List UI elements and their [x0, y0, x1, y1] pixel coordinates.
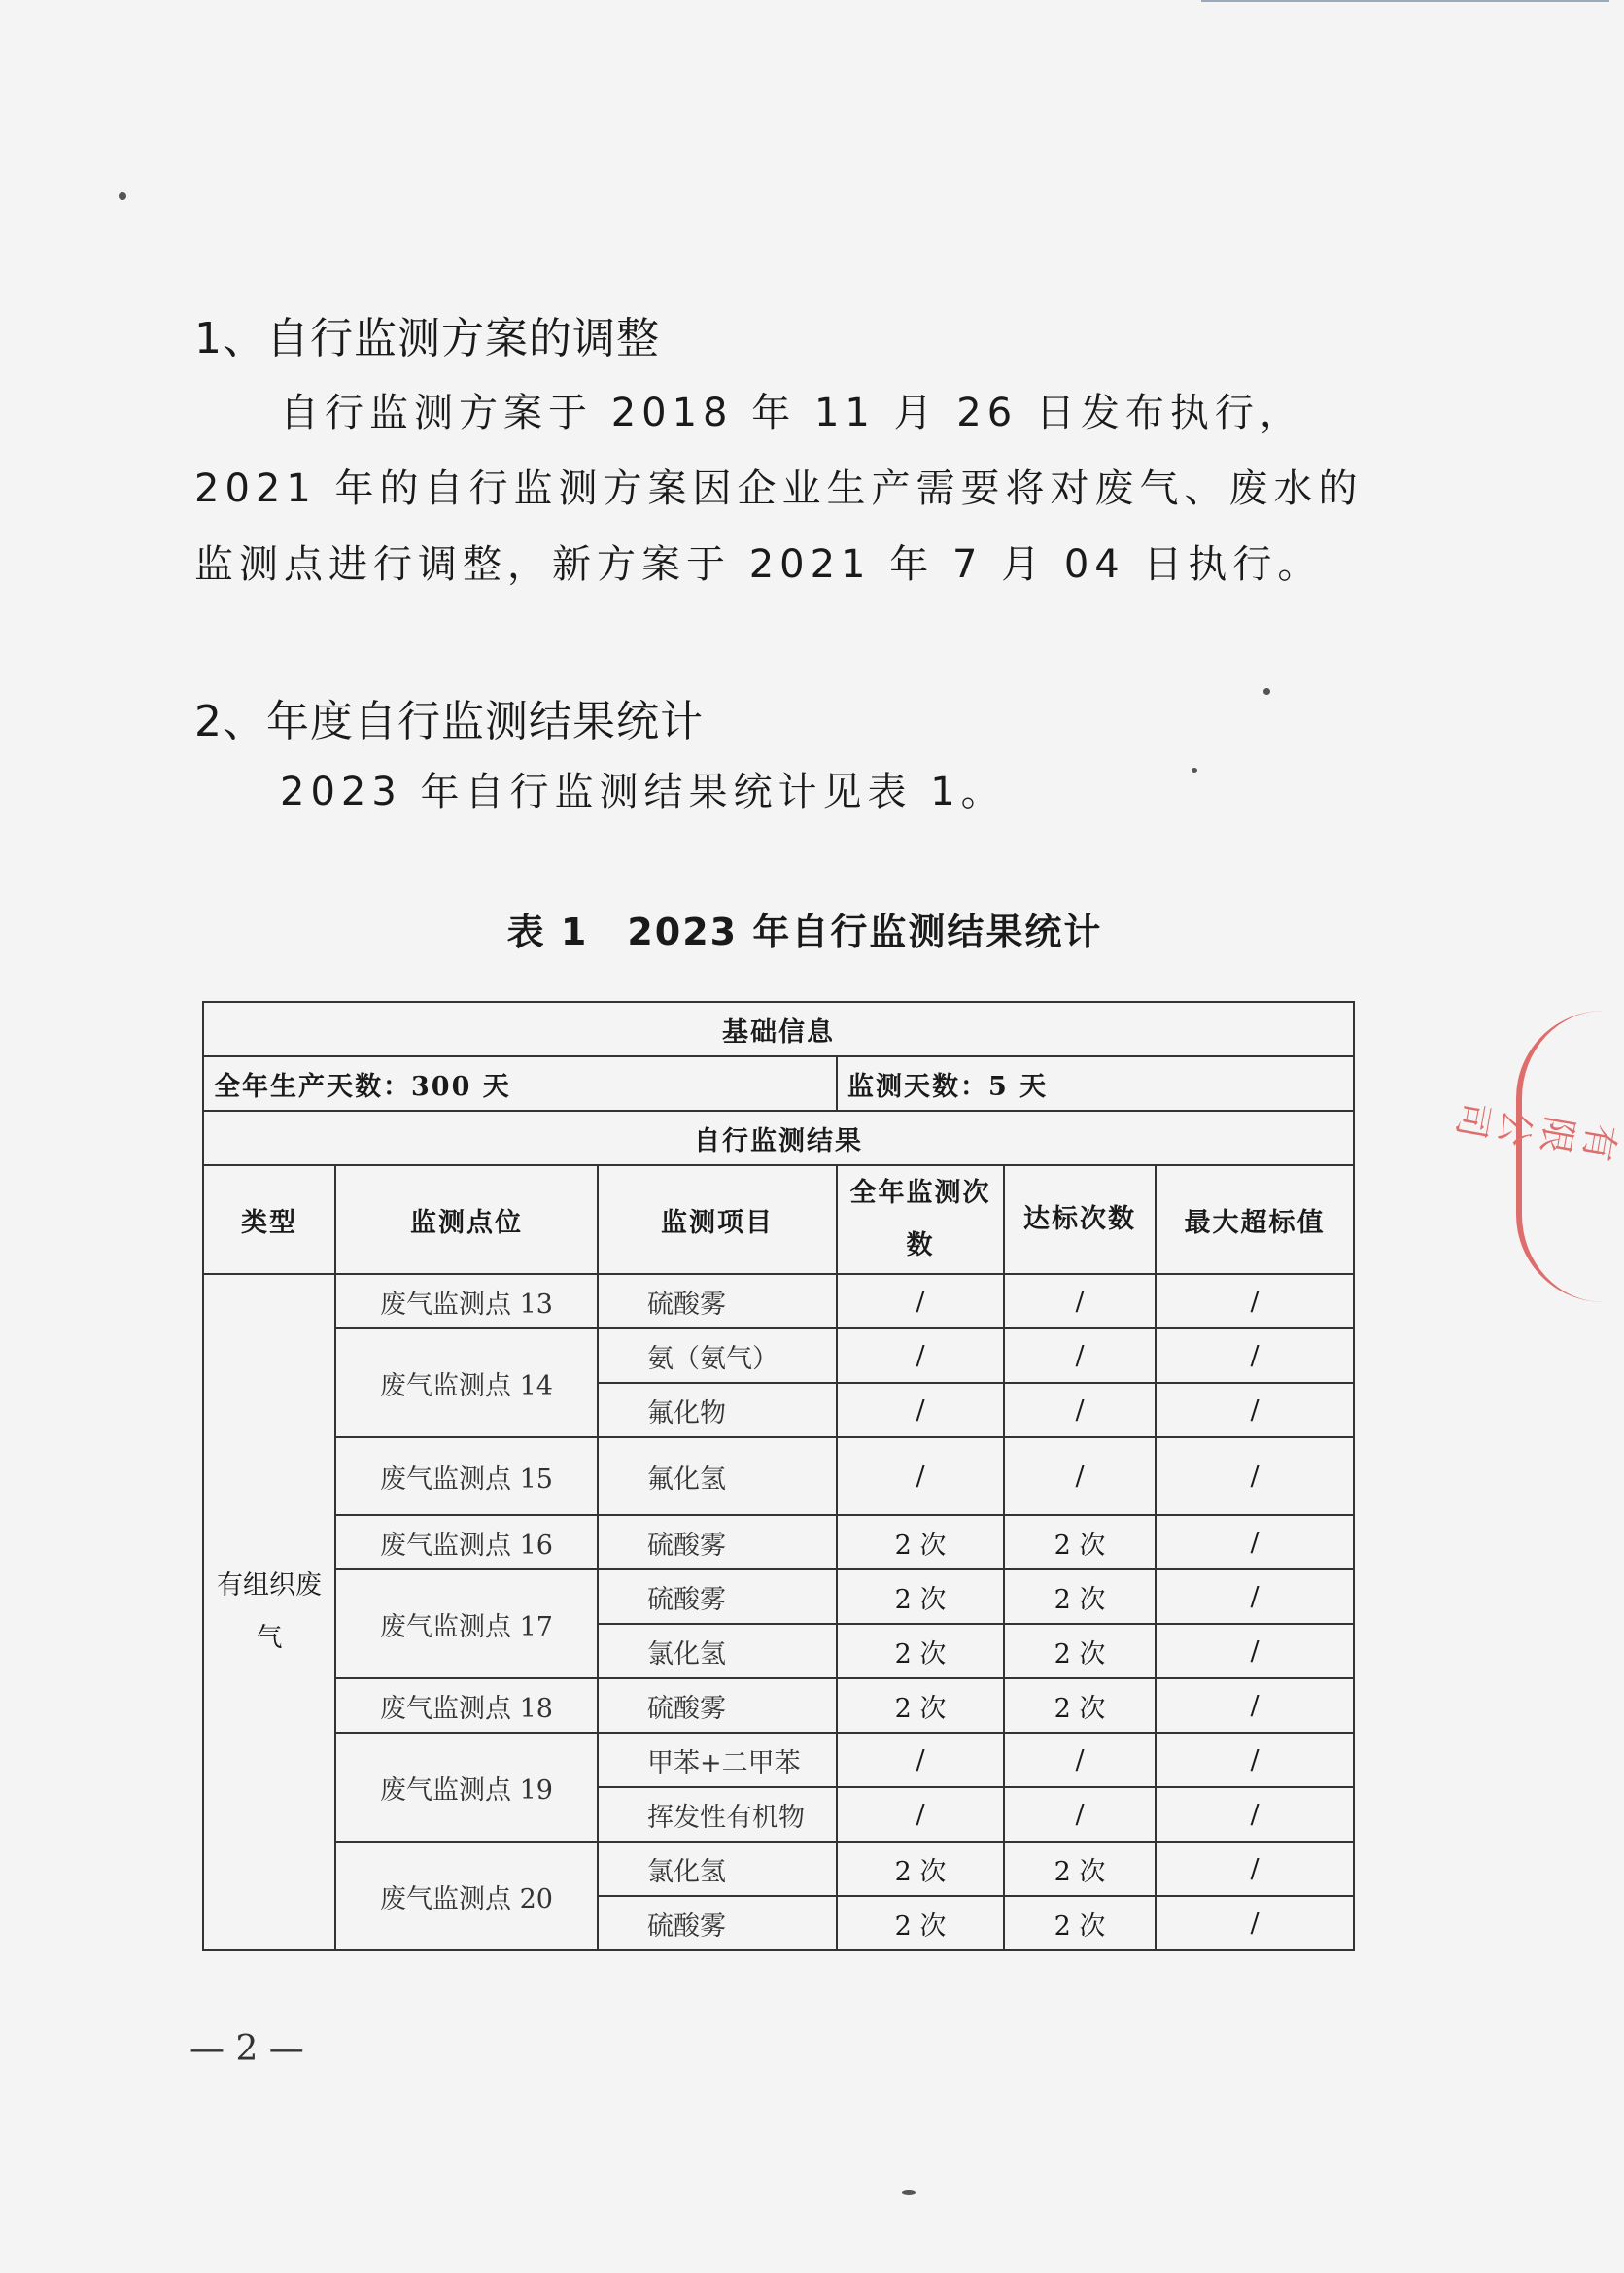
table-header-row [203, 1165, 1354, 1274]
site-cell: 废气监测点 17 [335, 1569, 598, 1678]
basic-info-title: 基础信息 [203, 1002, 1354, 1056]
table-row [203, 1002, 1354, 1056]
item-cell: 硫酸雾 [598, 1274, 837, 1328]
max-exceed-cell: / [1156, 1437, 1354, 1515]
header-max-exceed: 最大超标值 [1156, 1165, 1354, 1274]
monitoring-days: 监测天数：5 天 [837, 1056, 1354, 1111]
pass-cell: / [1004, 1733, 1156, 1787]
item-cell: 氟化物 [598, 1383, 837, 1437]
count-cell: 2 次 [837, 1515, 1004, 1569]
count-cell: 2 次 [837, 1569, 1004, 1624]
max-exceed-cell: / [1156, 1733, 1354, 1787]
count-cell: / [837, 1328, 1004, 1383]
section2-heading: 2、年度自行监测结果统计 [194, 697, 704, 746]
scan-speck [1263, 688, 1270, 695]
pass-cell: 2 次 [1004, 1678, 1156, 1733]
item-cell: 硫酸雾 [598, 1678, 837, 1733]
table-row [203, 1842, 1354, 1896]
pass-cell: 2 次 [1004, 1842, 1156, 1896]
pass-cell: / [1004, 1437, 1156, 1515]
site-cell: 废气监测点 18 [335, 1678, 598, 1733]
pass-cell: / [1004, 1274, 1156, 1328]
production-days: 全年生产天数：300 天 [203, 1056, 837, 1111]
item-cell: 甲苯+二甲苯 [598, 1733, 837, 1787]
section2-paragraph: 2023 年自行监测结果统计见表 1。 [280, 770, 1006, 814]
item-cell: 氟化氢 [598, 1437, 837, 1515]
header-item: 监测项目 [598, 1165, 837, 1274]
table-row [203, 1437, 1354, 1515]
site-cell: 废气监测点 19 [335, 1733, 598, 1842]
count-cell: / [837, 1274, 1004, 1328]
item-cell: 挥发性有机物 [598, 1787, 837, 1842]
site-cell: 废气监测点 16 [335, 1515, 598, 1569]
pass-cell: / [1004, 1383, 1156, 1437]
max-exceed-cell: / [1156, 1569, 1354, 1624]
monitoring-results-table [202, 1001, 1355, 1951]
pass-cell: / [1004, 1787, 1156, 1842]
count-cell: / [837, 1383, 1004, 1437]
item-cell: 硫酸雾 [598, 1569, 837, 1624]
pass-cell: 2 次 [1004, 1569, 1156, 1624]
table-row [203, 1328, 1354, 1383]
table-body [203, 1002, 1354, 1950]
item-cell: 氨（氨气） [598, 1328, 837, 1383]
section1-paragraph: 自行监测方案于 2018 年 11 月 26 日发布执行，2021 年的自行监测方案因企业生产需要将对废气、废水的监测点进行调整，新方案于 2021 年 7 月 04 日执行。 [194, 391, 1364, 587]
max-exceed-cell: / [1156, 1515, 1354, 1569]
max-exceed-cell: / [1156, 1787, 1354, 1842]
table-row [203, 1515, 1354, 1569]
max-exceed-cell: / [1156, 1383, 1354, 1437]
company-seal [1448, 1011, 1624, 1302]
max-exceed-cell: / [1156, 1842, 1354, 1896]
item-cell: 硫酸雾 [598, 1515, 837, 1569]
table-row [203, 1569, 1354, 1624]
count-cell: / [837, 1787, 1004, 1842]
max-exceed-cell: / [1156, 1328, 1354, 1383]
table-row [203, 1678, 1354, 1733]
item-cell: 氯化氢 [598, 1842, 837, 1896]
site-cell: 废气监测点 20 [335, 1842, 598, 1950]
count-cell: / [837, 1733, 1004, 1787]
count-cell: 2 次 [837, 1896, 1004, 1950]
site-cell: 废气监测点 14 [335, 1328, 598, 1437]
scan-speck [902, 2190, 916, 2195]
count-cell: / [837, 1437, 1004, 1515]
header-count: 全年监测次数 [837, 1165, 1004, 1274]
section1-heading: 1、自行监测方案的调整 [194, 314, 660, 363]
results-title: 自行监测结果 [203, 1111, 1354, 1165]
table-row [203, 1111, 1354, 1165]
count-cell: 2 次 [837, 1842, 1004, 1896]
scan-edge-line [1201, 0, 1609, 2]
site-cell: 废气监测点 13 [335, 1274, 598, 1328]
count-cell: 2 次 [837, 1624, 1004, 1678]
max-exceed-cell: / [1156, 1274, 1354, 1328]
scan-speck [1192, 768, 1197, 773]
scan-speck [119, 192, 126, 200]
seal-text: 有限公司 [1448, 1098, 1624, 1165]
table-row [203, 1056, 1354, 1111]
pass-cell: / [1004, 1328, 1156, 1383]
item-cell: 硫酸雾 [598, 1896, 837, 1950]
pass-cell: 2 次 [1004, 1624, 1156, 1678]
header-pass: 达标次数 [1004, 1165, 1156, 1274]
max-exceed-cell: / [1156, 1896, 1354, 1950]
max-exceed-cell: / [1156, 1624, 1354, 1678]
pass-cell: 2 次 [1004, 1515, 1156, 1569]
site-cell: 废气监测点 15 [335, 1437, 598, 1515]
item-cell: 氯化氢 [598, 1624, 837, 1678]
page-number: — 2 — [190, 2029, 304, 2069]
pass-cell: 2 次 [1004, 1896, 1156, 1950]
header-site: 监测点位 [335, 1165, 598, 1274]
table-row [203, 1274, 1354, 1328]
table-row [203, 1733, 1354, 1787]
max-exceed-cell: / [1156, 1678, 1354, 1733]
table-caption: 表 1 2023 年自行监测结果统计 [506, 911, 1103, 953]
count-cell: 2 次 [837, 1678, 1004, 1733]
header-type: 类型 [203, 1165, 335, 1274]
category-cell: 有组织废气 [203, 1274, 335, 1950]
